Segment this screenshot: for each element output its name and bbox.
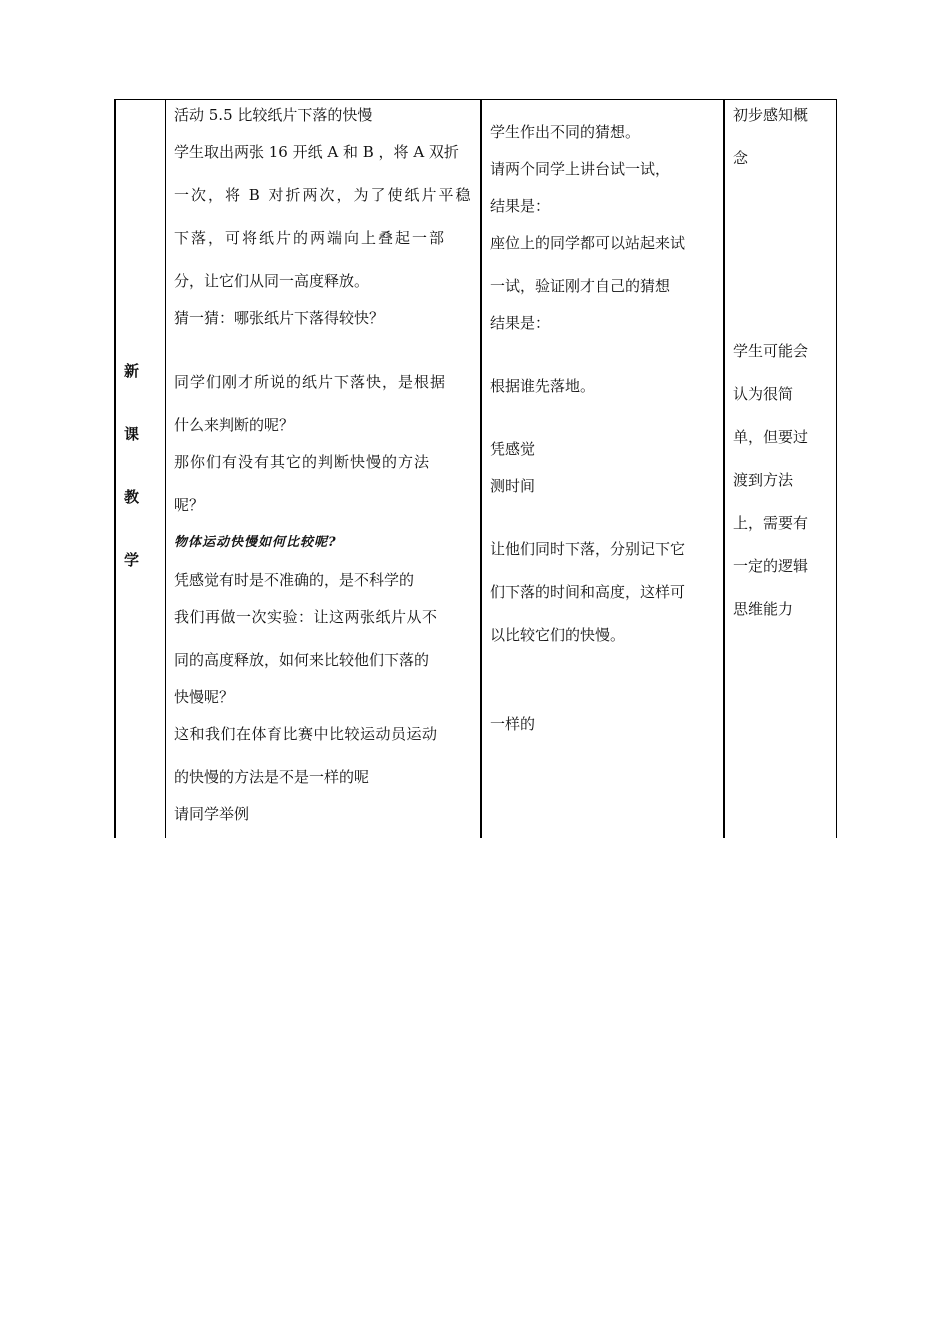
student-line: 凭感觉 bbox=[490, 440, 536, 458]
teacher-heading: 物体运动快慢如何比较呢? bbox=[174, 535, 337, 550]
student-line: 座位上的同学都可以站起来试 bbox=[490, 234, 686, 252]
intent-line: 念 bbox=[733, 149, 749, 167]
teacher-line: 呢？ bbox=[174, 496, 205, 514]
intent-line: 初步感知概 bbox=[733, 106, 809, 124]
design-intent-column bbox=[725, 100, 837, 838]
section-label-char: 学 bbox=[124, 551, 140, 569]
student-line: 一试，验证刚才自己的猜想 bbox=[490, 277, 671, 295]
teacher-line: 猜一猜：哪张纸片下落得较快？ bbox=[174, 309, 385, 327]
section-label-char: 新 bbox=[124, 362, 140, 380]
teacher-line: 凭感觉有时是不准确的，是不科学的 bbox=[174, 571, 415, 589]
teacher-line: 请同学举例 bbox=[174, 805, 250, 823]
teacher-activity-column bbox=[166, 100, 482, 838]
student-line: 让他们同时下落，分别记下它 bbox=[490, 540, 686, 558]
student-line: 结果是： bbox=[490, 197, 551, 215]
student-line: 以比较它们的快慢。 bbox=[490, 626, 626, 644]
teacher-line: 我们再做一次实验：让这两张纸片从不 bbox=[174, 608, 438, 626]
intent-line: 渡到方法 bbox=[733, 471, 794, 489]
teacher-line: 活动 5.5 比较纸片下落的快慢 bbox=[174, 106, 373, 124]
section-column bbox=[114, 100, 166, 838]
teacher-line: 分，让它们从同一高度释放。 bbox=[174, 272, 370, 290]
intent-line: 认为很简 bbox=[733, 385, 794, 403]
intent-line: 一定的逻辑 bbox=[733, 557, 809, 575]
section-label-char: 课 bbox=[124, 425, 140, 443]
intent-line: 单，但要过 bbox=[733, 428, 809, 446]
teacher-line: 快慢呢？ bbox=[174, 688, 235, 706]
teacher-line: 的快慢的方法是不是一样的呢 bbox=[174, 768, 370, 786]
intent-line: 学生可能会 bbox=[733, 342, 809, 360]
student-line: 根据谁先落地。 bbox=[490, 377, 596, 395]
student-line: 一样的 bbox=[490, 715, 536, 733]
teacher-line: 这和我们在体育比赛中比较运动员运动 bbox=[174, 725, 438, 743]
section-label-char: 教 bbox=[124, 488, 140, 506]
teacher-line: 一次，将 B 对折两次，为了使纸片平稳 bbox=[174, 186, 473, 204]
student-line: 测时间 bbox=[490, 477, 536, 495]
intent-line: 思维能力 bbox=[733, 600, 794, 618]
student-activity-column bbox=[482, 100, 725, 838]
teacher-line: 同的高度释放，如何来比较他们下落的 bbox=[174, 651, 430, 669]
teacher-line: 什么来判断的呢？ bbox=[174, 416, 295, 434]
lesson-plan-table bbox=[114, 99, 837, 838]
student-line: 学生作出不同的猜想。 bbox=[490, 123, 641, 141]
teacher-line: 那你们有没有其它的判断快慢的方法 bbox=[174, 453, 431, 471]
intent-line: 上，需要有 bbox=[733, 514, 809, 532]
student-line: 请两个同学上讲台试一试， bbox=[490, 160, 671, 178]
teacher-line: 学生取出两张 16 开纸 A 和 B ，将 A 双折 bbox=[174, 143, 459, 161]
teacher-line: 下落，可将纸片的两端向上叠起一部 bbox=[174, 229, 447, 247]
teacher-line: 同学们刚才所说的纸片下落快，是根据 bbox=[174, 373, 447, 391]
student-line: 结果是： bbox=[490, 314, 551, 332]
student-line: 们下落的时间和高度，这样可 bbox=[490, 583, 686, 601]
